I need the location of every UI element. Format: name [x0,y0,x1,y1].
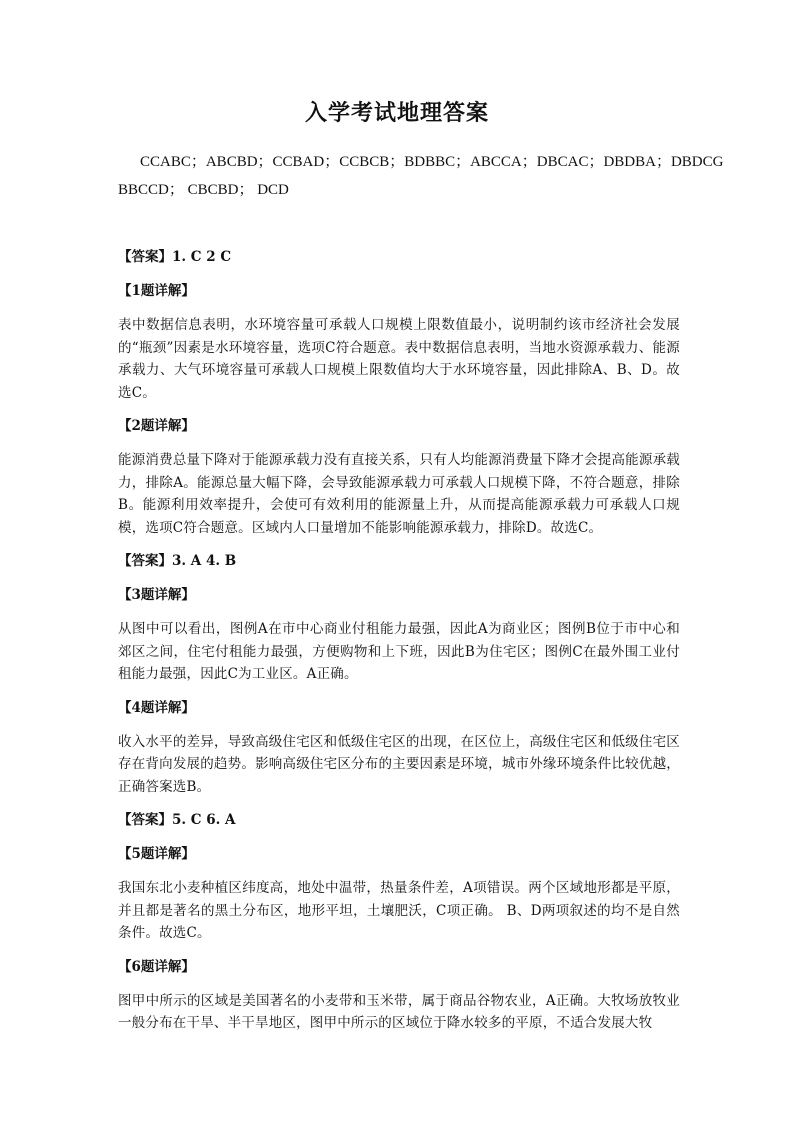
explanation-paragraph: 我国东北小麦种植区纬度高，地处中温带，热量条件差，A项错误。两个区域地形都是平原，并且都是著名的黑土分布区，地形平坦，土壤肥沃，C项正确。 B、D两项叙述的均不是自然条件。故选C。 [118,880,680,941]
question-heading: 【1题详解】 [118,283,195,299]
answer-label: 【答案】1. C 2 C [118,249,232,265]
explanation-paragraph: 从图中可以看出，图例A在市中心商业付租能力最强，因此A为商业区；图例B位于市中心和郊区之间，住宅付租能力最强，方便购物和上下班，因此B为住宅区；图例C在最外围工业付租能力最强，因此C为工业区。A正确。 [118,621,680,682]
answer-label: 【答案】3. A 4. B [118,553,237,569]
answer-key-line: CCABC；ABCBD；CCBAD；CCBCB；BDBBC；ABCCA；DBCAC；DBDBA；DBDCG [140,154,724,170]
explanation-paragraph: 表中数据信息表明，水环境容量可承载人口规模上限数值最小，说明制约该市经济社会发展的“瓶颈”因素是水环境容量，选项C符合题意。表中数据信息表明，当地水资源承载力、能源承载力、大气环境容量可承载人口规模上限数值均大于水环境容量，因此排除A、B、D。故选C。 [118,317,680,401]
question-heading: 【4题详解】 [118,699,195,716]
page-title: 入学考试地理答案 [304,100,489,126]
answer-key [118,148,724,204]
answer-key-line: BBCCD； CBCBD； DCD [118,182,289,198]
explanation-paragraph: 收入水平的差异，导致高级住宅区和低级住宅区的出现，在区位上，高级住宅区和低级住宅区存在背向发展的趋势。影响高级住宅区分布的主要因素是环境，城市外缘环境条件比较优越，正确答案选B。 [118,733,680,795]
answer-label: 【答案】5. C 6. A [118,812,236,828]
explanation-paragraph: 能源消费总量下降对于能源承载力没有直接关系，只有人均能源消费量下降才会提高能源承载力，排除A。能源总量大幅下降，会导致能源承载力可承载人口规模下降，不符合题意，排除B。能源利用效率提升，会使可有效利用的能源量上升，从而提高能源承载力可承载人口规模，选项C符合题意。区域内人口量增加不能影响能源承载力，排除D。故选C。 [118,452,680,536]
question-heading: 【3题详解】 [118,587,195,603]
explanation-paragraph: 图甲中所示的区域是美国著名的小麦带和玉米带，属于商品谷物农业，A正确。大牧场放牧业一般分布在干旱、半干旱地区，图甲中所示的区域位于降水较多的平原，不适合发展大牧 [118,992,680,1031]
explanations [118,246,680,1046]
question-heading: 【6题详解】 [118,958,195,975]
question-heading: 【2题详解】 [118,418,195,434]
question-heading: 【5题详解】 [118,846,195,862]
